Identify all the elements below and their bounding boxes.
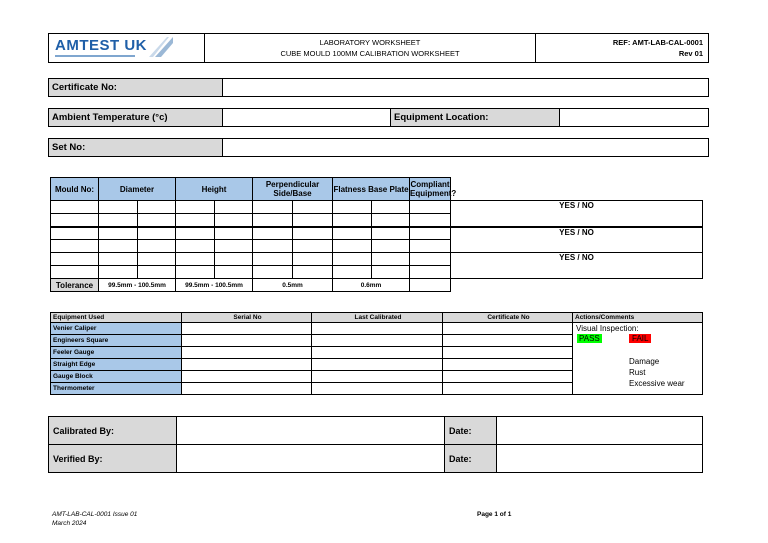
logo-underline — [55, 55, 135, 57]
mould-cell[interactable] — [253, 253, 293, 266]
serial-cell[interactable] — [182, 359, 312, 371]
mould-cell[interactable] — [372, 253, 410, 266]
pass-badge[interactable]: PASS — [579, 334, 600, 343]
mould-cell[interactable] — [176, 227, 215, 240]
mould-table — [50, 177, 703, 292]
compliant-cell-1[interactable]: YES / NO — [451, 201, 703, 227]
defect-rust: Rust — [629, 368, 646, 377]
certificate-label: Certificate No: — [49, 79, 223, 97]
mould-cell[interactable] — [138, 266, 176, 279]
set-no-input[interactable] — [223, 139, 709, 157]
mould-cell[interactable] — [410, 214, 451, 227]
mould-cell[interactable] — [410, 201, 451, 214]
equipment-name: Straight Edge — [51, 359, 182, 371]
mould-cell[interactable] — [176, 201, 215, 214]
cert-cell[interactable] — [443, 383, 573, 395]
verified-by-label: Verified By: — [49, 445, 177, 473]
serial-cell[interactable] — [182, 335, 312, 347]
mould-cell[interactable] — [253, 214, 293, 227]
tolerance-blank — [410, 279, 451, 292]
certificate-no-header: Certificate No — [443, 313, 573, 323]
calibrated-by-input[interactable] — [177, 417, 445, 445]
mould-cell[interactable] — [176, 253, 215, 266]
mould-cell[interactable] — [138, 201, 176, 214]
mould-cell[interactable] — [293, 227, 333, 240]
verified-date-input[interactable] — [497, 445, 703, 473]
perpendicular-tolerance: 0.5mm — [253, 279, 333, 292]
cert-cell[interactable] — [443, 347, 573, 359]
serial-no-header: Serial No — [182, 313, 312, 323]
mould-cell[interactable] — [372, 201, 410, 214]
mould-cell[interactable] — [333, 253, 372, 266]
visual-inspection-label: Visual Inspection: — [576, 324, 639, 333]
calibrated-date-label: Date: — [445, 417, 497, 445]
mould-cell[interactable] — [99, 201, 138, 214]
ambient-row — [48, 108, 709, 127]
calibrated-cell[interactable] — [312, 383, 443, 395]
signoff-table — [48, 416, 703, 473]
mould-cell[interactable] — [51, 214, 99, 227]
footer-doc-date: March 2024 — [52, 520, 87, 527]
worksheet-title: LABORATORY WORKSHEET — [319, 38, 421, 47]
compliant-cell-2[interactable]: YES / NO — [451, 227, 703, 253]
logo-swoosh-icon — [149, 37, 173, 57]
equipment-name: Engineers Square — [51, 335, 182, 347]
equipment-name: Thermometer — [51, 383, 182, 395]
mould-cell[interactable] — [176, 240, 215, 253]
mould-cell[interactable] — [333, 201, 372, 214]
mould-cell[interactable] — [253, 240, 293, 253]
mould-cell[interactable] — [253, 266, 293, 279]
defect-excessive-wear: Excessive wear — [629, 379, 685, 388]
calibrated-cell[interactable] — [312, 359, 443, 371]
mould-cell[interactable] — [293, 214, 333, 227]
compliant-cell-3[interactable]: YES / NO — [451, 253, 703, 279]
mould-no-header: Mould No: — [51, 178, 99, 201]
serial-cell[interactable] — [182, 383, 312, 395]
mould-cell[interactable] — [333, 240, 372, 253]
equipment-name: Venier Caliper — [51, 323, 182, 335]
mould-cell[interactable] — [138, 240, 176, 253]
logo-wordmark: AMTEST UK — [55, 37, 147, 54]
mould-cell[interactable] — [333, 266, 372, 279]
ambient-temperature-label: Ambient Temperature (°c) — [49, 109, 223, 127]
mould-cell[interactable] — [215, 227, 253, 240]
equipment-used-header: Equipment Used — [51, 313, 182, 323]
mould-cell[interactable] — [51, 201, 99, 214]
mould-cell[interactable] — [138, 253, 176, 266]
last-calibrated-header: Last Calibrated — [312, 313, 443, 323]
mould-cell[interactable] — [372, 240, 410, 253]
equipment-location-input[interactable] — [560, 109, 709, 127]
flatness-tolerance: 0.6mm — [333, 279, 410, 292]
equipment-name: Gauge Block — [51, 371, 182, 383]
defect-damage: Damage — [629, 357, 660, 366]
verified-date-label: Date: — [445, 445, 497, 473]
calibrated-date-input[interactable] — [497, 417, 703, 445]
set-row — [48, 138, 709, 157]
mould-cell[interactable] — [138, 227, 176, 240]
tolerance-label: Tolerance — [51, 279, 99, 292]
mould-cell[interactable] — [333, 227, 372, 240]
mould-cell[interactable] — [51, 227, 99, 240]
company-logo — [53, 37, 171, 59]
logo-cell — [49, 34, 205, 63]
equipment-table — [50, 312, 703, 395]
revision-number: Rev 01 — [678, 49, 703, 58]
mould-cell[interactable] — [293, 240, 333, 253]
mould-cell[interactable] — [215, 240, 253, 253]
mould-cell[interactable] — [176, 266, 215, 279]
footer-doc-ref: AMT-LAB-CAL-0001 Issue 01 — [52, 511, 138, 518]
mould-cell[interactable] — [372, 214, 410, 227]
mould-cell[interactable] — [410, 227, 451, 240]
height-tolerance: 99.5mm - 100.5mm — [176, 279, 253, 292]
mould-cell[interactable] — [51, 240, 99, 253]
equipment-location-label: Equipment Location: — [391, 109, 560, 127]
calibrated-cell[interactable] — [312, 323, 443, 335]
diameter-header: Diameter — [99, 178, 176, 201]
serial-cell[interactable] — [182, 371, 312, 383]
cert-cell[interactable] — [443, 371, 573, 383]
worksheet-subtitle: CUBE MOULD 100MM CALIBRATION WORKSHEET — [280, 49, 460, 58]
mould-cell[interactable] — [293, 253, 333, 266]
certificate-input[interactable] — [223, 79, 709, 97]
mould-cell[interactable] — [410, 240, 451, 253]
set-no-label: Set No: — [49, 139, 223, 157]
certificate-row — [48, 78, 709, 97]
mould-cell[interactable] — [253, 201, 293, 214]
mould-cell[interactable] — [215, 253, 253, 266]
cert-cell[interactable] — [443, 335, 573, 347]
calibrated-by-label: Calibrated By: — [49, 417, 177, 445]
cert-cell[interactable] — [443, 323, 573, 335]
height-header: Height — [176, 178, 253, 201]
mould-cell[interactable] — [51, 253, 99, 266]
mould-cell[interactable] — [51, 266, 99, 279]
actions-comments-header: Actions/Comments — [573, 313, 703, 323]
fail-badge[interactable]: FAIL — [629, 334, 651, 343]
ambient-temperature-input[interactable] — [223, 109, 391, 127]
mould-cell[interactable] — [99, 253, 138, 266]
mould-cell[interactable] — [99, 214, 138, 227]
mould-cell[interactable] — [293, 201, 333, 214]
mould-cell[interactable] — [410, 253, 451, 266]
mould-cell[interactable] — [99, 240, 138, 253]
mould-cell[interactable] — [372, 227, 410, 240]
serial-cell[interactable] — [182, 347, 312, 359]
cert-cell[interactable] — [443, 359, 573, 371]
reference-number: REF: AMT-LAB-CAL-0001 — [612, 38, 703, 47]
serial-cell[interactable] — [182, 323, 312, 335]
mould-cell[interactable] — [99, 227, 138, 240]
calibrated-cell[interactable] — [312, 335, 443, 347]
flatness-header: Flatness Base Plate — [333, 178, 410, 201]
mould-cell[interactable] — [293, 266, 333, 279]
mould-cell[interactable] — [372, 266, 410, 279]
verified-by-input[interactable] — [177, 445, 445, 473]
mould-cell[interactable] — [333, 214, 372, 227]
mould-cell[interactable] — [215, 266, 253, 279]
calibrated-cell[interactable] — [312, 371, 443, 383]
title-cell — [205, 34, 536, 63]
mould-cell[interactable] — [215, 201, 253, 214]
actions-comments-cell[interactable] — [573, 323, 703, 395]
equipment-name: Feeler Gauge — [51, 347, 182, 359]
mould-cell[interactable] — [138, 214, 176, 227]
mould-cell[interactable] — [253, 227, 293, 240]
perpendicular-header: Perpendicular Side/Base — [253, 178, 333, 201]
mould-cell[interactable] — [215, 214, 253, 227]
header-table — [48, 33, 709, 63]
mould-cell[interactable] — [176, 214, 215, 227]
footer-page-number: Page 1 of 1 — [477, 511, 512, 518]
mould-cell[interactable] — [99, 266, 138, 279]
compliant-header: Compliant Equipment? — [410, 178, 451, 201]
diameter-tolerance: 99.5mm - 100.5mm — [99, 279, 176, 292]
calibrated-cell[interactable] — [312, 347, 443, 359]
mould-cell[interactable] — [410, 266, 451, 279]
ref-cell — [536, 34, 709, 63]
